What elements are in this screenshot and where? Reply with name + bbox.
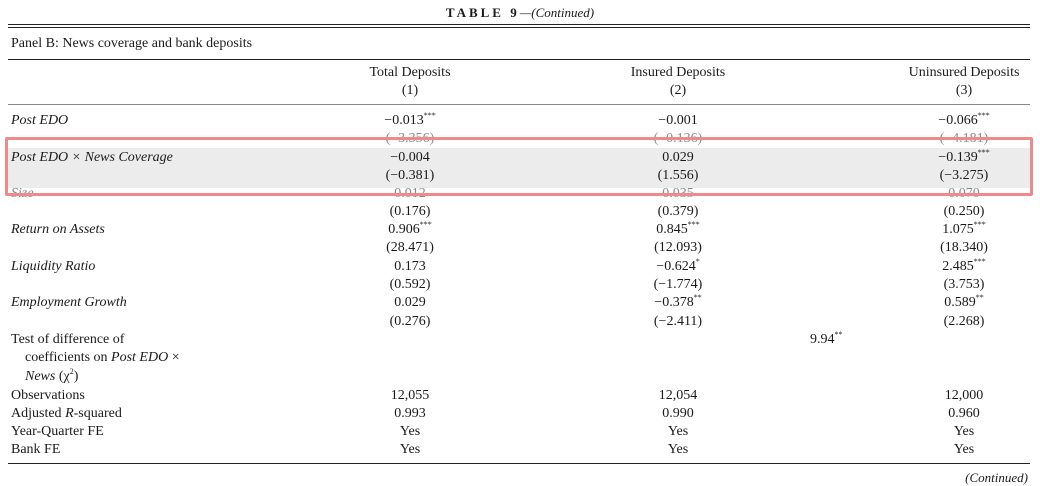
continued-label: —(Continued) <box>519 5 595 20</box>
table-caption <box>0 5 1040 21</box>
stat-cell: Yes <box>399 424 421 439</box>
tstat-cell: (−4.181) <box>939 131 989 146</box>
col-number-1: (1) <box>401 83 419 98</box>
tstat-cell: (18.340) <box>940 240 988 255</box>
stat-cell: 12,000 <box>944 388 984 403</box>
panel-title: Panel B: News coverage and bank deposits <box>11 36 253 51</box>
bottom-rule <box>8 463 1030 464</box>
coef-cell: 0.906*** <box>388 220 432 237</box>
stat-cell: Yes <box>953 424 975 439</box>
coef-cell: −0.378** <box>654 293 702 310</box>
row-label-post-edo: Post EDO <box>11 113 69 128</box>
row-label-year-quarter-fe: Year-Quarter FE <box>11 424 104 439</box>
chi-square-value: 9.94** <box>810 330 843 347</box>
row-label-roa: Return on Assets <box>11 222 105 237</box>
top-rule-2 <box>8 27 1030 28</box>
tstat-cell: (−2.411) <box>653 314 703 329</box>
row-label-bank-fe: Bank FE <box>11 442 61 457</box>
row-label-adjusted-r2: Adjusted R-squared <box>11 406 122 421</box>
tstat-cell: (1.556) <box>657 168 699 183</box>
header-rule <box>8 104 1030 105</box>
tstat-cell: (−3.275) <box>939 168 989 183</box>
coef-cell: −0.013*** <box>384 111 436 128</box>
panel-rule <box>8 59 1030 60</box>
tstat-cell: (28.471) <box>386 240 434 255</box>
tstat-cell: (0.176) <box>389 204 431 219</box>
coef-cell: −0.139*** <box>938 148 990 165</box>
coef-cell: 0.029 <box>662 150 694 165</box>
tstat-cell: (3.753) <box>943 277 985 292</box>
row-label-observations: Observations <box>11 388 85 403</box>
stat-cell: Yes <box>953 442 975 457</box>
coef-cell: 0.029 <box>394 295 426 310</box>
coef-cell: −0.004 <box>390 150 430 165</box>
continued-footer: (Continued) <box>965 470 1028 485</box>
row-label-employment: Employment Growth <box>11 295 127 310</box>
col-header-uninsured: Uninsured Deposits <box>908 65 1020 80</box>
row-label-liquidity: Liquidity Ratio <box>11 259 96 274</box>
tstat-cell: (2.268) <box>943 314 985 329</box>
tstat-cell: (0.250) <box>943 204 985 219</box>
stat-cell: Yes <box>399 442 421 457</box>
coef-cell: 1.075*** <box>942 220 986 237</box>
tstat-cell: (−0.381) <box>385 168 435 183</box>
test-label-line1: Test of difference of <box>11 332 125 347</box>
col-number-3: (3) <box>955 83 973 98</box>
coef-cell: −0.624* <box>656 257 700 274</box>
highlight-box <box>5 137 1033 196</box>
test-label-line3: News $(\chi^2)$ <box>25 367 79 384</box>
tstat-cell: (−1.774) <box>653 277 703 292</box>
coef-cell: 0.012 <box>394 186 426 201</box>
tstat-cell: (0.379) <box>657 204 699 219</box>
coef-cell: −0.066*** <box>938 111 990 128</box>
col-header-total: Total Deposits <box>369 65 451 80</box>
tstat-cell: (12.093) <box>654 240 702 255</box>
tstat-cell: (−0.136) <box>653 131 703 146</box>
table-number: TABLE 9 <box>445 5 520 20</box>
tstat-cell: (0.592) <box>389 277 431 292</box>
tstat-cell: (0.276) <box>389 314 431 329</box>
coef-cell: 2.485*** <box>942 257 986 274</box>
tstat-cell: (−3.356) <box>385 131 435 146</box>
coef-cell: 0.070 <box>948 186 980 201</box>
coef-cell: 0.035 <box>662 186 694 201</box>
coef-cell: −0.001 <box>658 113 698 128</box>
coef-cell: 0.589** <box>944 293 984 310</box>
stat-cell: 0.960 <box>948 406 980 421</box>
coef-cell: 0.173 <box>394 259 426 274</box>
stat-cell: 12,055 <box>390 388 430 403</box>
stat-cell: Yes <box>667 424 689 439</box>
row-label-size: Size <box>11 186 34 201</box>
stat-cell: 12,054 <box>658 388 698 403</box>
top-rule <box>8 24 1030 25</box>
stat-cell: 0.990 <box>662 406 694 421</box>
stat-cell: 0.993 <box>394 406 426 421</box>
test-label-line2: coefficients on Post EDO × <box>25 350 180 365</box>
coef-cell: 0.845*** <box>656 220 700 237</box>
stat-cell: Yes <box>667 442 689 457</box>
col-header-insured: Insured Deposits <box>630 65 726 80</box>
row-label-post-edo-news: Post EDO × News Coverage <box>11 150 173 165</box>
col-number-2: (2) <box>669 83 687 98</box>
